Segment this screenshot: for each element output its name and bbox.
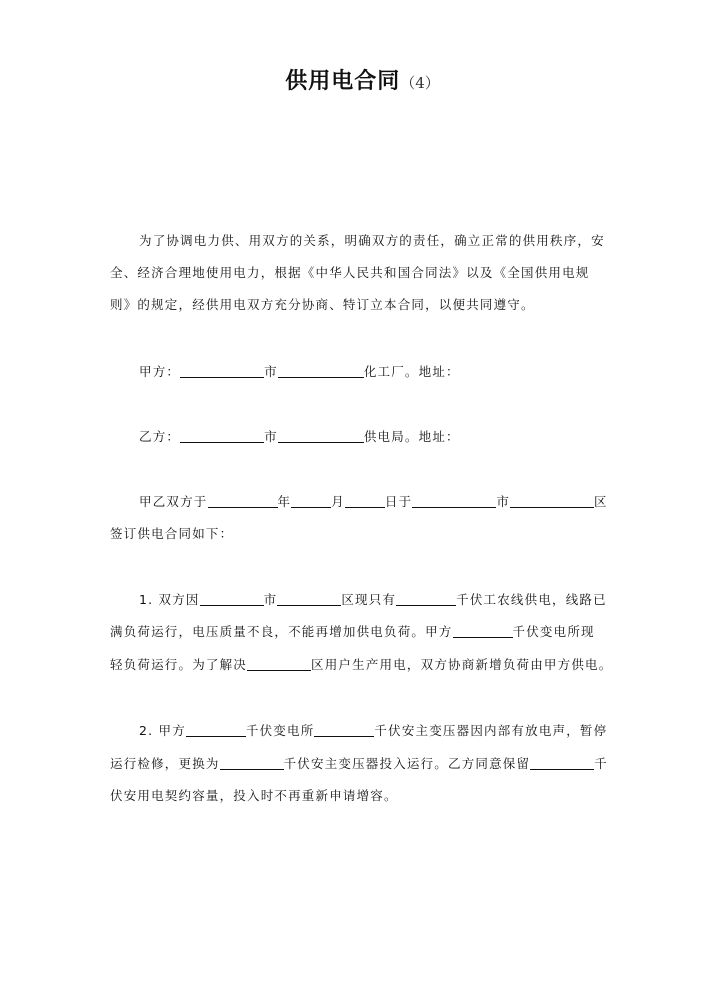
- signing-year-label: 年: [277, 494, 292, 509]
- clause-1-line-3: [110, 656, 612, 674]
- clause-2-line-3: 伏安用电契约容量，投入时不再重新申请增容。: [110, 788, 398, 803]
- clause-2-kva-blank[interactable]: [314, 722, 374, 737]
- party-a-org-label: 化工厂。地址：: [363, 364, 460, 379]
- clause-1-kv-blank[interactable]: [396, 591, 456, 606]
- clause-1-area-blank[interactable]: [247, 656, 311, 671]
- clause-1-text-c: 区现只有: [341, 592, 397, 607]
- signing-prefix: 甲乙双方于: [139, 494, 208, 509]
- signing-city-blank[interactable]: [412, 493, 496, 508]
- clause-2-text-d: 运行检修，更换为: [110, 756, 220, 771]
- intro-line-2: 全、经济合理地使用电力，根据《中华人民共和国合同法》以及《全国供用电规: [110, 265, 590, 280]
- party-a-city-label: 市: [264, 364, 278, 379]
- clause-1-text-a: 1. 双方因: [139, 592, 200, 607]
- signing-city-label: 市: [496, 494, 511, 509]
- clause-1-text-h: 区用户生产用电，双方协商新增负荷由甲方供电。: [311, 657, 613, 672]
- signing-district-blank[interactable]: [510, 493, 594, 508]
- signing-district-label: 区: [594, 494, 608, 509]
- party-b-org-label: 供电局。地址：: [363, 429, 460, 444]
- clause-2-text-f: 千: [594, 756, 608, 771]
- clause-2-text-b: 千伏变电所: [245, 723, 315, 738]
- clause-1-text-g: 轻负荷运行。为了解决: [110, 657, 248, 672]
- clause-2-new-kva-blank[interactable]: [220, 755, 284, 770]
- signing-month-blank[interactable]: [291, 493, 331, 508]
- party-b-label: 乙方：: [139, 429, 181, 444]
- party-a-city-blank[interactable]: [180, 363, 264, 378]
- party-a-line: [139, 363, 460, 381]
- clause-1-text-b: 市: [263, 592, 278, 607]
- clause-1-district-blank[interactable]: [277, 591, 341, 606]
- party-b-org-blank[interactable]: [278, 428, 364, 443]
- clause-1-line-1: [139, 591, 607, 609]
- clause-1-text-d: 千伏工农线供电，线路已: [456, 592, 607, 607]
- clause-2-text-e: 千伏安主变压器投入运行。乙方同意保留: [283, 756, 531, 771]
- title-text: 供用电合同: [285, 68, 401, 94]
- clause-2-reserve-blank[interactable]: [530, 755, 594, 770]
- clause-2-text-c: 千伏安主变压器因内部有放电声，暂停: [374, 723, 608, 738]
- clause-1-text-f: 千伏变电所现: [512, 624, 595, 639]
- clause-1-text-e: 满负荷运行，电压质量不良，不能再增加供电负荷。甲方: [110, 624, 453, 639]
- title-number: （4）: [400, 74, 440, 92]
- party-b-line: [139, 428, 460, 446]
- clause-2-line-1: [139, 722, 607, 740]
- signing-line-2: 签订供电合同如下：: [110, 526, 234, 541]
- document-title: [0, 64, 725, 95]
- signing-day-label: 日于: [384, 494, 413, 509]
- party-b-city-blank[interactable]: [180, 428, 264, 443]
- signing-day-blank[interactable]: [345, 493, 385, 508]
- signing-line-1: [139, 493, 608, 511]
- clause-2-text-a: 2. 甲方: [139, 723, 186, 738]
- clause-1-line-2: [110, 623, 595, 641]
- party-a-org-blank[interactable]: [278, 363, 364, 378]
- intro-line-3: 则》的规定，经供用电双方充分协商、特订立本合同，以便共同遵守。: [110, 297, 535, 312]
- party-a-label: 甲方：: [139, 364, 181, 379]
- clause-1-substation-blank[interactable]: [453, 623, 513, 638]
- party-b-city-label: 市: [264, 429, 278, 444]
- clause-2-line-2: [110, 755, 608, 773]
- clause-2-kv-blank[interactable]: [186, 722, 246, 737]
- clause-1-city-blank[interactable]: [200, 591, 264, 606]
- signing-year-blank[interactable]: [208, 493, 278, 508]
- intro-line-1: 为了协调电力供、用双方的关系，明确双方的责任，确立正常的供用秩序，安: [139, 233, 605, 248]
- signing-month-label: 月: [331, 494, 345, 509]
